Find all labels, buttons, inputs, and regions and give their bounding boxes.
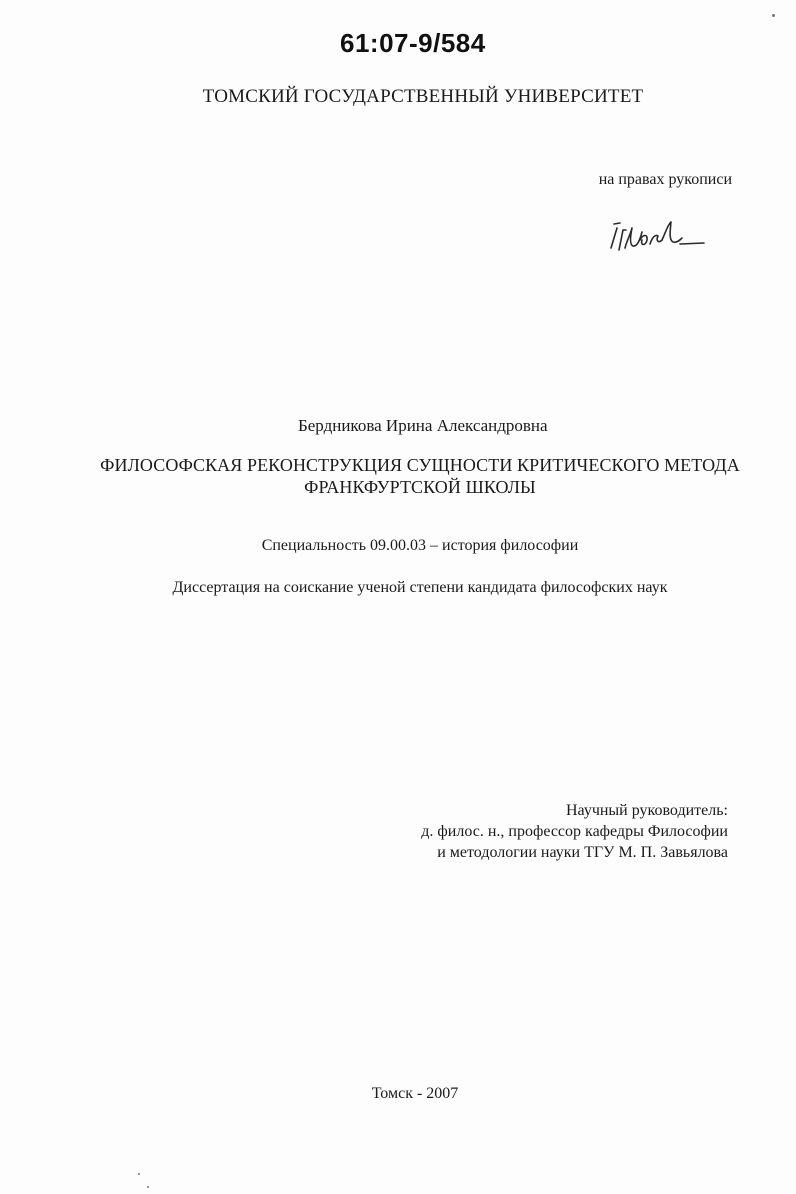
scan-speck (138, 1173, 140, 1175)
handwritten-signature (600, 210, 710, 260)
university-name: ТОМСКИЙ ГОСУДАРСТВЕННЫЙ УНИВЕРСИТЕТ (202, 86, 644, 107)
place-and-year: Томск - 2007 (371, 1085, 459, 1102)
scan-speck (772, 14, 775, 17)
supervisor-line-1: д. филос. н., профессор кафедры Философии (421, 823, 728, 840)
dissertation-title-line-2: ФРАНКФУРТСКОЙ ШКОЛЫ (304, 477, 536, 497)
specialty: Специальность 09.00.03 – история философии (261, 537, 579, 554)
dissertation-title-line-1: ФИЛОСОФСКАЯ РЕКОНСТРУКЦИЯ СУЩНОСТИ КРИТИЧЕСКОГО МЕТОДА (100, 455, 740, 475)
author-name: Бердникова Ирина Александровна (298, 416, 548, 435)
archive-number: 61:07-9/584 (340, 28, 486, 58)
supervisor-label: Научный руководитель: (565, 802, 728, 819)
manuscript-rights-note: на правах рукописи (598, 171, 732, 188)
supervisor-line-2: и методологии науки ТГУ М. П. Завьялова (437, 844, 728, 861)
scan-speck (147, 1186, 149, 1188)
degree-statement: Диссертация на соискание ученой степени кандидата философских наук (172, 579, 668, 596)
